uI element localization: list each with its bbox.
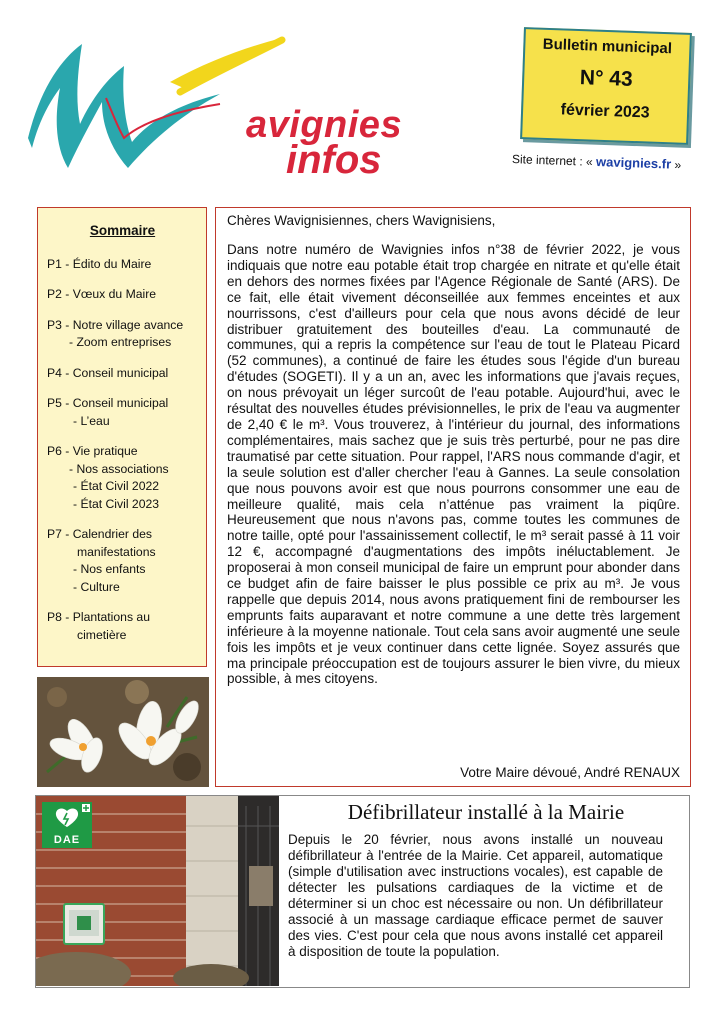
toc-subline: cimetière	[77, 627, 127, 642]
logo-text-wavignies: avignies	[246, 104, 403, 146]
defibrillator-illustration	[36, 796, 279, 986]
toc-line: P7 - Calendrier des	[47, 527, 152, 541]
editorial-signature: Votre Maire dévoué, André RENAUX	[460, 765, 680, 780]
defibrillator-body: Depuis le 20 février, nous avons installé un nouveau défibrillateur à l'entrée de la Mairie. Cet appareil, automatique (simple d'utilisation avec instructions vocales), est capable de détecter les pulsations cardiaques de la victime et de déterminer si un choc est nécessaire ou non. Un défibrillateur associé à un massage cardiaque efficace permet de sauver des vies. C'est pour cela que nous avons installé cet appareil à disposition de toute la population.	[288, 832, 663, 959]
toc-subline: - Nos enfants	[73, 562, 146, 576]
bulletin-label: Bulletin municipal	[542, 35, 673, 58]
toc-line: P1 - Édito du Maire	[47, 256, 152, 271]
editorial-greeting: Chères Wavignisiennes, chers Wavignisiens,	[227, 213, 496, 228]
toc-item-p5	[47, 395, 198, 430]
site-suffix: »	[674, 157, 682, 172]
toc-subline: - Nos associations	[69, 461, 169, 476]
issue-date: février 2023	[560, 101, 650, 122]
site-prefix: Site internet : «	[511, 152, 593, 169]
toc-subline: - État Civil 2023	[73, 496, 160, 511]
toc-item-p8	[47, 609, 198, 644]
crocus-photo	[37, 677, 209, 787]
crocus-illustration	[37, 677, 209, 787]
toc-subline: manifestations	[77, 544, 156, 559]
toc-item-p7	[47, 526, 198, 596]
bulletin-info-box	[520, 27, 692, 145]
toc-line: P3 - Notre village avance	[47, 317, 184, 332]
toc-subline: - L’eau	[73, 413, 110, 428]
dae-sign-label: DAE	[53, 834, 81, 846]
defibrillator-photo	[36, 796, 279, 986]
toc-subline: - État Civil 2022	[73, 479, 160, 493]
toc-item-p2	[47, 286, 198, 304]
defibrillator-title: Défibrillateur installé à la Mairie	[347, 800, 625, 824]
toc-item-p4	[47, 365, 198, 383]
mayor-editorial	[215, 207, 691, 787]
toc-line: P2 - Vœux du Maire	[47, 287, 157, 301]
defibrillator-article	[35, 795, 690, 988]
toc-subline: - Culture	[73, 579, 120, 594]
table-of-contents	[37, 207, 207, 667]
website-link[interactable]: wavignies.fr	[595, 153, 672, 172]
toc-item-p6	[47, 443, 198, 513]
toc-item-p1	[47, 256, 198, 274]
toc-item-p3	[47, 317, 198, 352]
toc-line: P6 - Vie pratique	[47, 444, 138, 458]
toc-title: Sommaire	[89, 223, 156, 238]
wavignies-logo	[20, 20, 430, 180]
logo-text-infos: infos	[286, 138, 382, 182]
toc-line: P8 - Plantations au	[47, 610, 150, 624]
issue-number: N° 43	[579, 66, 634, 91]
toc-line: P4 - Conseil municipal	[47, 365, 169, 380]
editorial-body: Dans notre numéro de Wavignies infos n°38 de février 2022, je vous indiquais que notre eau potable était trop chargée en nitrate et qu'elle était en dehors des normes fixées par l'Agence Régionale de Santé (ARS). De ce fait, elle était vivement déconseillée aux femmes enceintes et aux nourrissons, c'est d'ailleurs pour cela que nous avons décidé de leur distribuer gratuitement des bouteilles d'eau. La communauté de communes, qui a repris la compétence sur l'eau de tout le Plateau Picard (52 communes), a continué de faire les études sous l'égide d'un bureau d'études (SOGETI). Il y a un an, avec les informations que j'avais reçues, on nous prévoyait un léger surcoût de l'eau potable. Aujourd'hui, avec le résultat des nouvelles études prévisionnelles, le prix de l'eau va augmenter de 2,40 € le m³. Vous trouverez, à l'intérieur du journal, des informations complémentaires, mais sachez que je suis très perturbé, pour ne pas dire traumatisé par cette situation. Pour rappel, l'ARS nous commande d'agir, et la seule solution est d'aller chercher l'eau à Gannes. La seule consolation que nous pouvons avoir est que nous pourrons consommer une eau de meilleure qualité, mais cela n’atténue pas vraiment la piqûre. Heureusement que nous n'avons pas, comme toutes les communes de notre taille, opté pour l'assainissement collectif, le m³ serait passé à 11 voir 12 €, accompagné d'augmentations des impôts inéluctablement. Je proposerai à mon conseil municipal de faire un emprunt pour abonder dans ce budget afin de faire baisser le plus possible ce prix au m³. Je vous rappelle que depuis 2014, nous avons pratiquement fini de rembourser les emprunts faits auparavant et notre commune a une dette très largement inférieure à la moyenne nationale. Tout cela sans avoir augmenté une seule fois les impôts et je veux continuer dans cette lignée. Soyez assurés que ma principale préoccupation est de toujours assurer le bien vivre, du mieux possible, à mes citoyens.	[227, 242, 680, 687]
toc-line: P5 - Conseil municipal	[47, 396, 169, 410]
website-line	[512, 151, 682, 172]
toc-subline: - Zoom entreprises	[69, 335, 172, 349]
